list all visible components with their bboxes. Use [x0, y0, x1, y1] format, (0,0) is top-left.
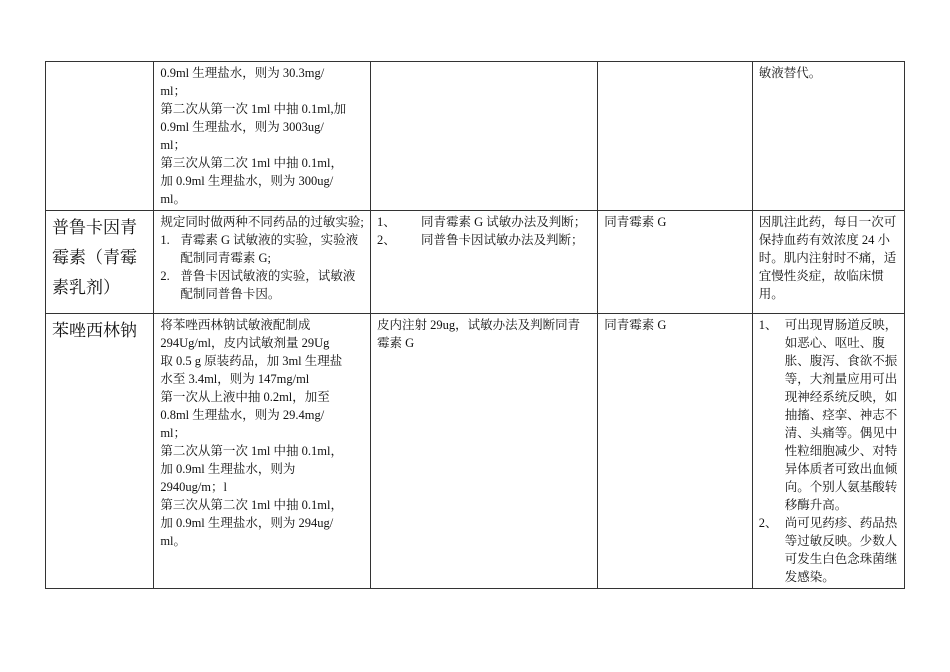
text-line: 水至 3.4ml，则为 147mg/ml: [160, 372, 310, 386]
text-line: 取 0.5 g 原装药品，加 3ml 生理盐: [160, 354, 343, 368]
judgement-cell: 同青霉素 G: [598, 314, 752, 589]
text-line: 0.9ml 生理盐水，则为 3003ug/: [160, 120, 324, 134]
test-method-cell: [370, 62, 597, 211]
drug-name-cell: 普鲁卡因青霉素（青霉素乳剂）: [46, 211, 154, 314]
text-line: 0.9ml 生理盐水，则为 30.3mg/: [160, 66, 325, 80]
notes-cell: [752, 314, 904, 589]
text-line: 2940ug/m；l: [160, 480, 227, 494]
solution-preparation-cell: [154, 62, 371, 211]
solution-preparation-cell: [154, 211, 371, 314]
test-list: [377, 213, 592, 249]
text-line: 第一次从上液中抽 0.2ml，加至: [160, 390, 330, 404]
text-line: 第二次从第一次 1ml 中抽 0.1ml，: [160, 444, 343, 458]
method-intro: 规定同时做两种不同药品的过敏实验;: [160, 215, 364, 229]
table-row: [46, 314, 905, 589]
test-method-cell: [370, 211, 597, 314]
list-item: [759, 514, 899, 586]
text-line: 将苯唑西林钠试敏液配制成: [160, 318, 311, 332]
list-item: [160, 267, 365, 303]
judgement-cell: 同青霉素 G: [598, 211, 752, 314]
text-line: 第三次从第二次 1ml 中抽 0.1ml，: [160, 498, 343, 512]
list-number: 1.: [160, 233, 170, 247]
table-row: [46, 62, 905, 211]
text-line: ml；: [160, 84, 187, 98]
list-item: [759, 316, 899, 514]
list-number: 2.: [160, 269, 170, 283]
list-item: [377, 213, 592, 231]
notes-cell: 敏液替代。: [752, 62, 904, 211]
text-line: ml；: [160, 138, 187, 152]
text-line: 加 0.9ml 生理盐水，则为: [160, 462, 296, 476]
text-line: ml；: [160, 426, 187, 440]
drug-name-cell: 苯唑西林钠: [46, 314, 154, 589]
notes-list: [759, 316, 899, 586]
list-number: 2、: [758, 516, 778, 530]
list-item: [377, 231, 592, 249]
list-text: 尚可见药疹、药品热等过敏反映。少数人可发生白色念珠菌继发感染。: [784, 516, 898, 584]
text-line: 第二次从第一次 1ml 中抽 0.1ml,加: [160, 102, 347, 116]
list-text: 普鲁卡因试敏液的实验，试敏液配制同普鲁卡因。: [180, 269, 356, 301]
list-number: 1、: [758, 318, 778, 332]
list-text: 可出现胃肠道反映，如恶心、呕吐、腹胀、腹泻、食欲不振等，大剂量应用可出现神经系统反映，如抽搐、痉挛、神志不清、头痛等。偶见中性粒细胞减少、对特异体质者可致出血倾向。个别人氨基酸转移酶升高。: [784, 318, 898, 512]
judgement-cell: [598, 62, 752, 211]
test-method-cell: 皮内注射 29ug，试敏办法及判断同青霉素 G: [370, 314, 597, 589]
notes-cell: 因肌注此药，每日一次可保持血药有效浓度 24 小时。肌内注射时不痛，适宜慢性炎症，故临床惯用。: [752, 211, 904, 314]
text-line: 加 0.9ml 生理盐水，则为 300ug/: [160, 174, 334, 188]
list-text: 青霉素 G 试敏液的实验，实验液配制同青霉素 G;: [180, 233, 359, 265]
text-line: ml。: [160, 534, 187, 548]
list-number: 1、: [376, 215, 396, 229]
text-line: ml。: [160, 192, 187, 206]
drug-name-cell: [46, 62, 154, 211]
solution-preparation-cell: [154, 314, 371, 589]
text-line: 加 0.9ml 生理盐水，则为 294ug/: [160, 516, 334, 530]
list-text: 同青霉素 G 试敏办法及判断；: [420, 215, 587, 229]
text-line: 0.8ml 生理盐水，则为 29.4mg/: [160, 408, 325, 422]
text-line: 294Ug/ml，皮内试敏剂量 29Ug: [160, 336, 330, 350]
list-item: [160, 231, 365, 267]
list-text: 同普鲁卡因试敏办法及判断；: [420, 233, 584, 247]
method-list: [160, 231, 365, 303]
table-row: [46, 211, 905, 314]
text-line: 第三次从第二次 1ml 中抽 0.1ml，: [160, 156, 343, 170]
list-number: 2、: [376, 233, 396, 247]
drug-allergy-test-table: [45, 61, 905, 589]
